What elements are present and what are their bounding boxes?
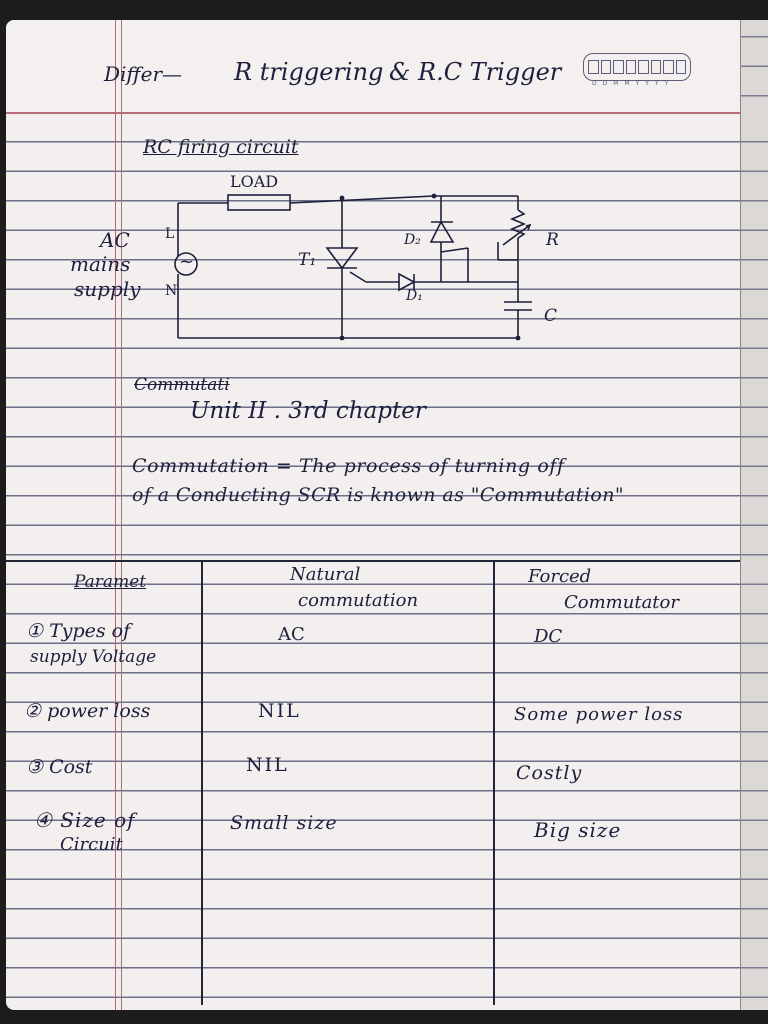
- table-row-2-forced: Some power loss: [514, 704, 684, 725]
- table-row-3-natural: NIL: [246, 754, 289, 776]
- circuit-heading: RC firing circuit: [143, 136, 299, 158]
- table-row-4-forced: Big size: [534, 818, 622, 842]
- table-row-1-forced: DC: [534, 626, 563, 647]
- c-label: C: [544, 306, 558, 326]
- table-top-rule: [6, 560, 750, 562]
- table-row-1-param-line1: ① Types of: [26, 620, 131, 642]
- table-row-3-param-line1: ③ Cost: [26, 756, 93, 778]
- table-header-forced-2: Commutator: [564, 592, 679, 613]
- load-resistor: [228, 195, 290, 210]
- t1-label: T₁: [298, 250, 317, 270]
- table-row-4-param-line2: Circuit: [60, 834, 123, 855]
- rc-firing-circuit-diagram: [6, 20, 750, 1010]
- l-label: L: [165, 226, 175, 242]
- table-row-2-param-line1: ② power loss: [24, 700, 151, 722]
- date-labels: DDMMYYYY: [592, 80, 675, 87]
- d2-label: D₂: [404, 232, 421, 248]
- next-page-edge: [740, 20, 768, 1010]
- load-label: LOAD: [230, 172, 279, 191]
- table-column-divider-2: [493, 560, 495, 1005]
- table-row-4-natural: Small size: [230, 812, 338, 834]
- r-label: R: [546, 230, 559, 250]
- table-header-param: Paramet: [74, 572, 147, 592]
- diode-d2-symbol: [431, 222, 453, 242]
- source-label-supply: supply: [74, 277, 141, 301]
- table-header-natural-1: Natural: [290, 564, 361, 585]
- source-label-ac: AC: [100, 228, 130, 252]
- table-row-3-forced: Costly: [516, 762, 583, 784]
- table-header-natural-2: commutation: [298, 590, 419, 611]
- title-r-triggering: R triggering: [234, 58, 384, 86]
- source-label-mains: mains: [70, 252, 131, 276]
- table-row-4-param-line1: ④ Size of: [34, 808, 136, 832]
- scr-t1-symbol: [327, 248, 357, 268]
- title-rc-trigger: & R.C Trigger: [389, 58, 562, 86]
- table-header-forced-1: Forced: [528, 566, 592, 587]
- table-row-1-natural: AC: [278, 624, 305, 645]
- table-column-divider-1: [201, 560, 203, 1005]
- struck-heading: Commutati: [134, 375, 230, 395]
- definition-line2: of a Conducting SCR is known as "Commutation": [132, 484, 624, 506]
- table-row-2-natural: NIL: [258, 700, 301, 722]
- ac-source-symbol: ~: [179, 251, 195, 272]
- table-row-1-param-line2: supply Voltage: [30, 647, 157, 667]
- title-differ: Differ—: [104, 62, 182, 86]
- notebook-page: [6, 20, 750, 1010]
- definition-line1: Commutation = The process of turning off: [132, 455, 565, 477]
- n-label: N: [165, 283, 178, 299]
- unit-line: Unit II . 3rd chapter: [190, 398, 426, 424]
- d1-label: D₁: [406, 288, 423, 304]
